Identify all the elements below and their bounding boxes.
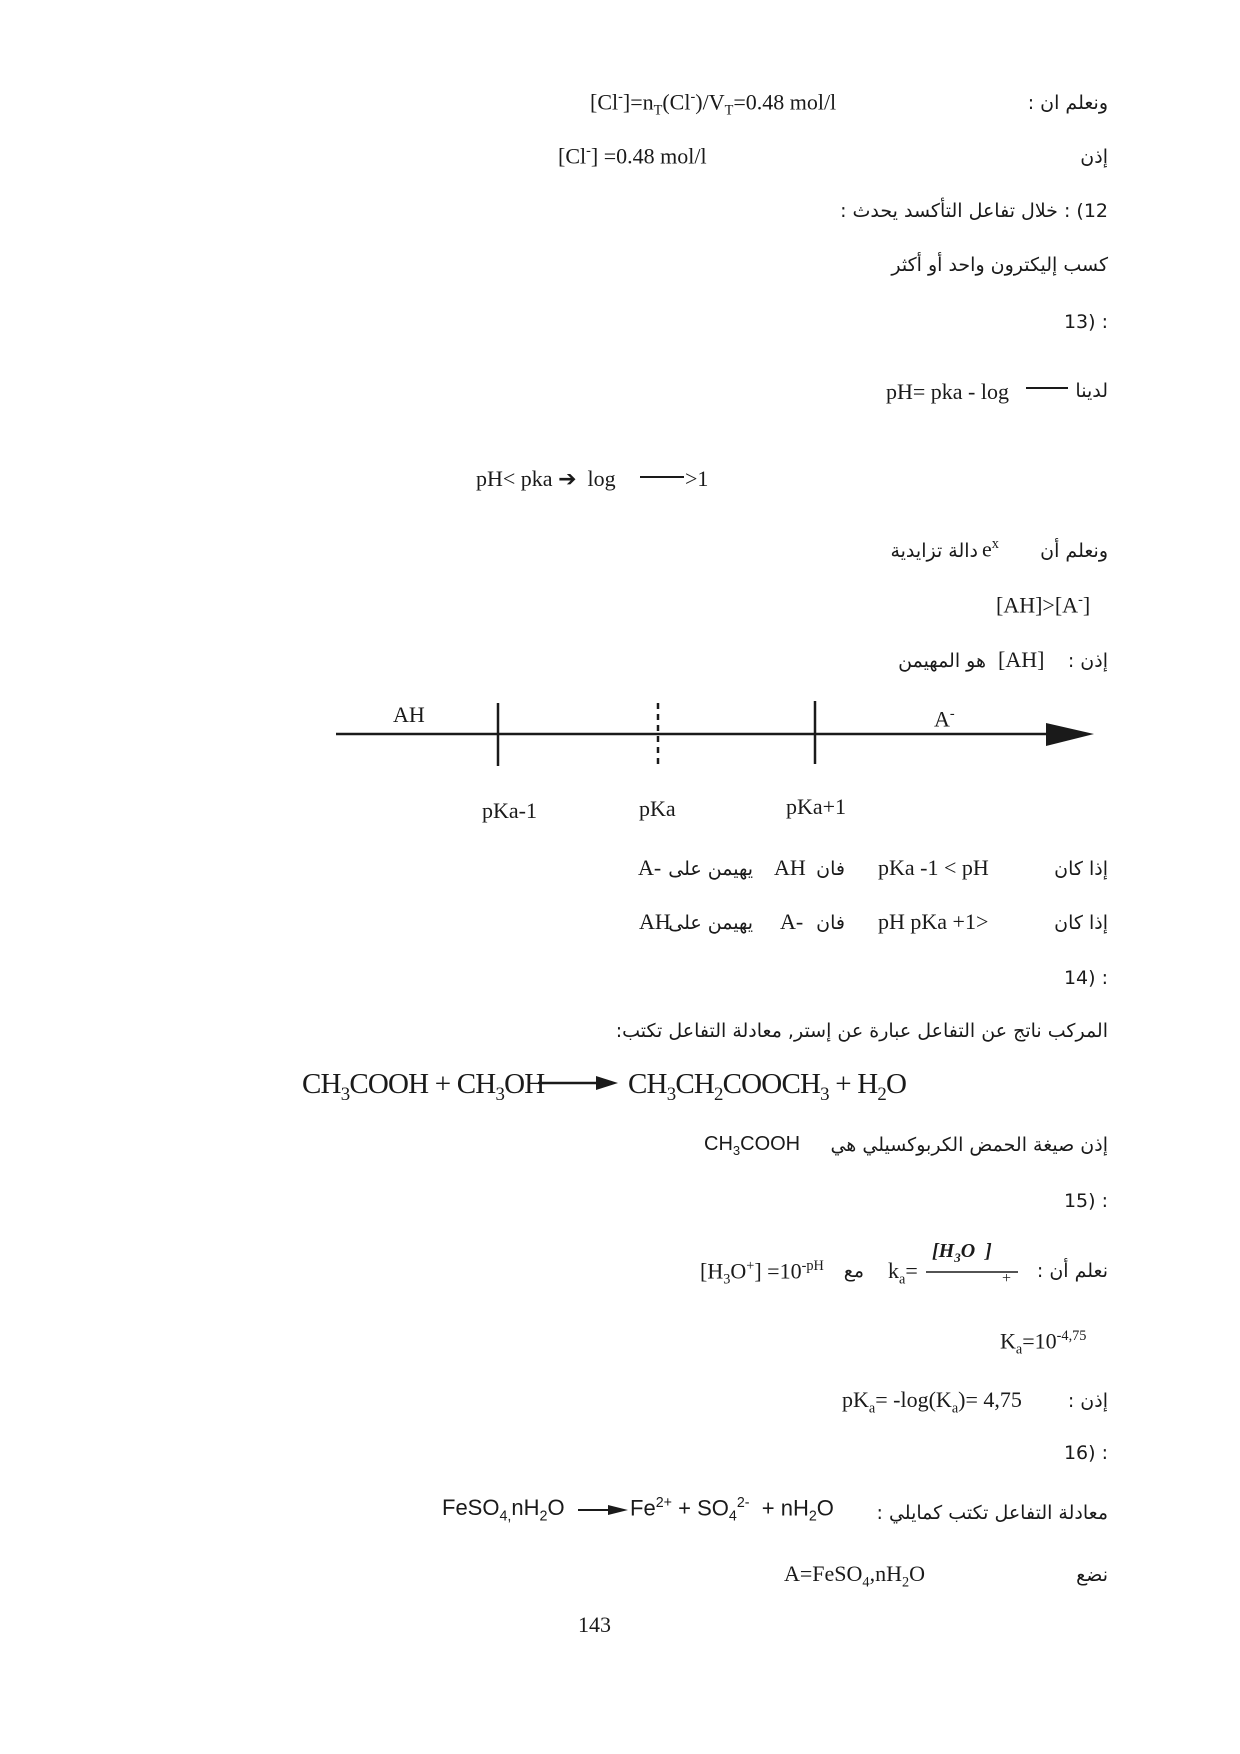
- question-16-label: : (16: [1063, 1442, 1108, 1464]
- acid-formula-sentence: إذن صيغة الحمض الكربوكسيلي هي: [830, 1134, 1108, 1156]
- if2-arabic: إذا كان: [1054, 912, 1108, 934]
- ph-inequality: pH< pka ➔ log: [476, 466, 616, 492]
- line2-arabic: إذن: [1080, 146, 1108, 168]
- line7-arabic: إذن :: [1067, 650, 1108, 672]
- ah-greater-a: [AH]>[A-]: [996, 592, 1091, 618]
- line5-arabic: لدينا: [1075, 380, 1108, 402]
- ka-formula: $k_a=$: [888, 1258, 918, 1288]
- question-13-label: : (13: [1063, 311, 1108, 333]
- h3o-ph-formula: $[H_3O^+] =10^{-pH}$: [700, 1258, 824, 1288]
- question-15-label: : (15: [1063, 1190, 1108, 1212]
- line13-arabic: نضع: [1076, 1564, 1108, 1586]
- ka-value: $K_a=10^{-4,75}$: [1000, 1328, 1087, 1358]
- diagram-label-ah: AH: [393, 702, 425, 727]
- pka-result: $pK_a= -\log(K_a)= 4,75$: [842, 1387, 1022, 1417]
- line12-arabic: معادلة التفاعل تكتب كمايلي :: [876, 1502, 1108, 1524]
- if1-a: A-: [638, 855, 662, 880]
- if2-ah: AH: [639, 909, 671, 934]
- chloride-concentration-formula: $[Cl^-]=n_T(Cl^-)/V_T=0.48$ mol/l: [590, 89, 837, 119]
- dissolution-equation-left: $FeSO_{4,}nH_2O$: [442, 1495, 565, 1525]
- answer-12: كسب إليكترون واحد أو أكثر: [891, 254, 1108, 276]
- line7-arabic-2: هو المهيمن: [898, 650, 986, 672]
- line6-arabic-2: دالة تزايدية: [890, 540, 978, 562]
- line11-arabic: إذن :: [1067, 1390, 1108, 1412]
- if2-dominates: يهيمن على: [668, 912, 753, 934]
- chloride-result: [Cl-] =0.48 mol/l: [558, 143, 707, 169]
- if2-then: فان: [816, 912, 845, 934]
- a-definition: $A=FeSO_4,nH_2O$: [784, 1561, 926, 1591]
- line6-arabic: ونعلم أن: [1040, 540, 1108, 562]
- if1-dominates: يهيمن على: [668, 858, 753, 880]
- greater-than-one: >1: [685, 466, 709, 491]
- acid-formula: $CH_3COOH$: [704, 1133, 801, 1158]
- ester-sentence: المركب ناتج عن التفاعل عبارة عن إستر, معادلة التفاعل تكتب:: [615, 1020, 1108, 1042]
- tick-label-pka-plus1: pKa+1: [786, 794, 847, 819]
- line10-arabic: نعلم أن :: [1036, 1260, 1108, 1282]
- line1-arabic: ونعلم ان :: [1027, 92, 1108, 114]
- tick-label-pka: pKa: [639, 796, 676, 821]
- question-12-heading: 12) : خلال تفاعل التأكسد يحدث :: [840, 200, 1108, 222]
- ka-numerator: [$H_3O$ ]: [932, 1240, 992, 1265]
- diagram-label-a: A-: [934, 706, 955, 732]
- page-number: 143: [578, 1612, 611, 1637]
- tick-label-pka-minus1: pKa-1: [482, 798, 537, 823]
- dissolution-equation-right: $Fe^{2+} + SO_4^{2-} + nH_2O$: [630, 1495, 834, 1525]
- if1-condition: pKa -1 < pH: [878, 855, 989, 880]
- if2-a: A-: [780, 909, 804, 934]
- if1-arabic: إذا كان: [1054, 858, 1108, 880]
- if1-ah: AH: [774, 855, 806, 880]
- ex-label: $e^x$: [982, 536, 999, 562]
- esterification-equation-reactants: $CH_3COOH + CH_3OH$: [302, 1068, 545, 1105]
- line10-with: مع: [843, 1260, 864, 1282]
- ah-bracket: [AH]: [998, 647, 1045, 672]
- ph-formula: pH= pka - log: [886, 379, 1009, 404]
- ka-denominator-plus: +: [1002, 1270, 1012, 1287]
- if2-condition: pH pKa +1>: [878, 909, 989, 934]
- esterification-equation-products: $CH_3CH_2COOCH_3 + H_2O$: [628, 1068, 907, 1105]
- arrow-right-icon: ➔: [558, 467, 577, 492]
- if1-then: فان: [816, 858, 845, 880]
- question-14-label: : (14: [1063, 967, 1108, 989]
